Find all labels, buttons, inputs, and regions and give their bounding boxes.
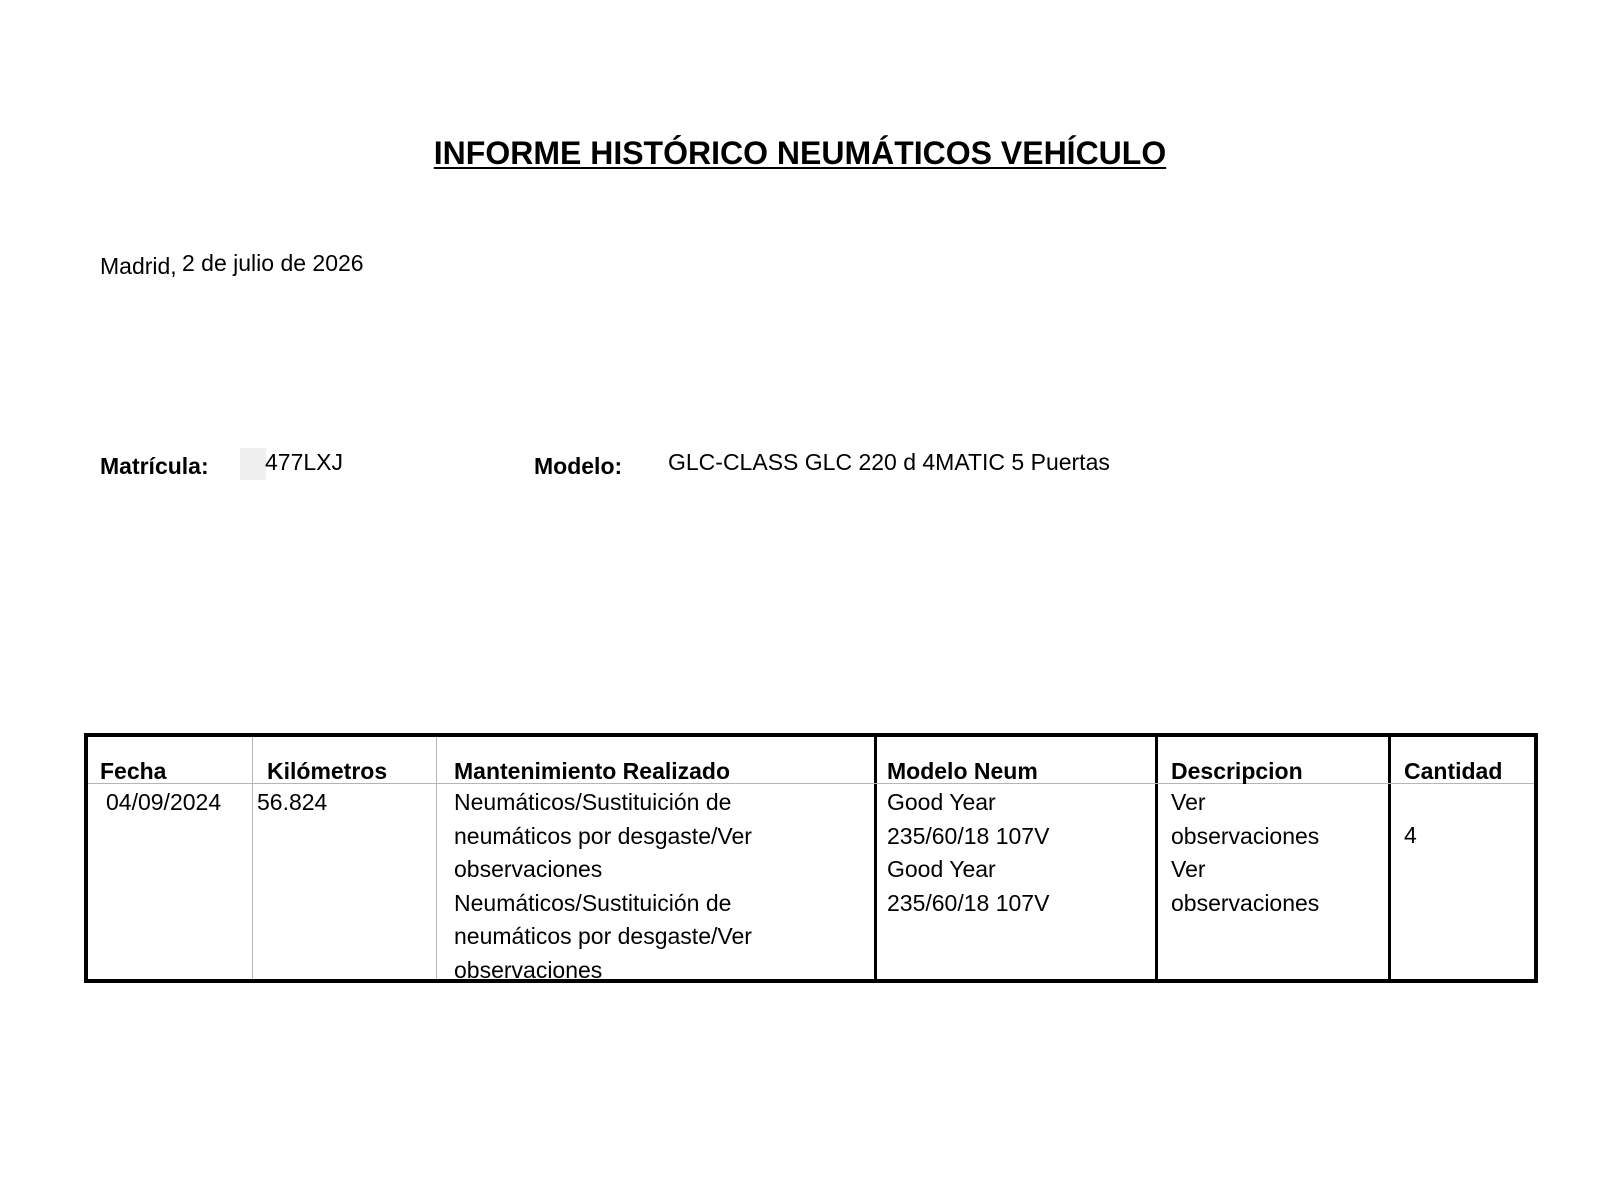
cell-cantidad: 4 [1404,822,1417,848]
plate-label: Matrícula: [100,453,209,479]
column-divider [1155,737,1158,979]
cell-line: observaciones [1171,822,1320,849]
document-title-text: INFORME HISTÓRICO NEUMÁTICOS VEHÍCULO [433,135,1167,171]
cell-fecha: 04/09/2024 [106,789,222,815]
cell-line: Neumáticos/Sustituición de [454,789,732,815]
header-mantenimiento: Mantenimiento Realizado [454,758,731,784]
place-text: Madrid, [100,253,177,279]
cell-line: Good Year [887,789,996,815]
header-kilometros: Kilómetros [267,758,388,784]
tire-history-table [84,733,1538,983]
header-fecha: Fecha [100,758,167,784]
cell-line: neumáticos por desgaste/Ver [454,923,752,949]
cell-line: observaciones [1171,889,1320,916]
cell-descripcion [1171,786,1319,920]
cell-line: Neumáticos/Sustituición de [454,889,732,916]
document-title [0,133,1600,173]
cell-line: neumáticos por desgaste/Ver [454,822,752,849]
cell-line: observaciones [454,956,603,983]
cell-kilometros: 56.824 [257,789,328,815]
column-divider [436,737,437,979]
cell-line: observaciones [454,856,603,882]
header-descripcion: Descripcion [1171,758,1303,784]
plate-value: 477LXJ [265,449,344,475]
column-divider [1388,737,1391,979]
cell-mantenimiento [454,786,752,987]
date-text: 2 de julio de 2026 [182,250,364,276]
plate-redaction [240,448,266,480]
cell-line: 235/60/18 107V [887,889,1050,916]
model-label: Modelo: [534,453,623,479]
cell-modelo-neum [887,786,1049,920]
header-cantidad: Cantidad [1404,758,1503,784]
cell-line: Good Year [887,856,996,882]
column-divider [874,737,877,979]
column-divider [252,737,253,979]
cell-line: Ver [1171,856,1206,882]
header-modelo-neum: Modelo Neum [887,758,1038,784]
cell-line: 235/60/18 107V [887,822,1050,849]
model-value: GLC-CLASS GLC 220 d 4MATIC 5 Puertas [668,449,1110,475]
cell-line: Ver [1171,789,1206,815]
